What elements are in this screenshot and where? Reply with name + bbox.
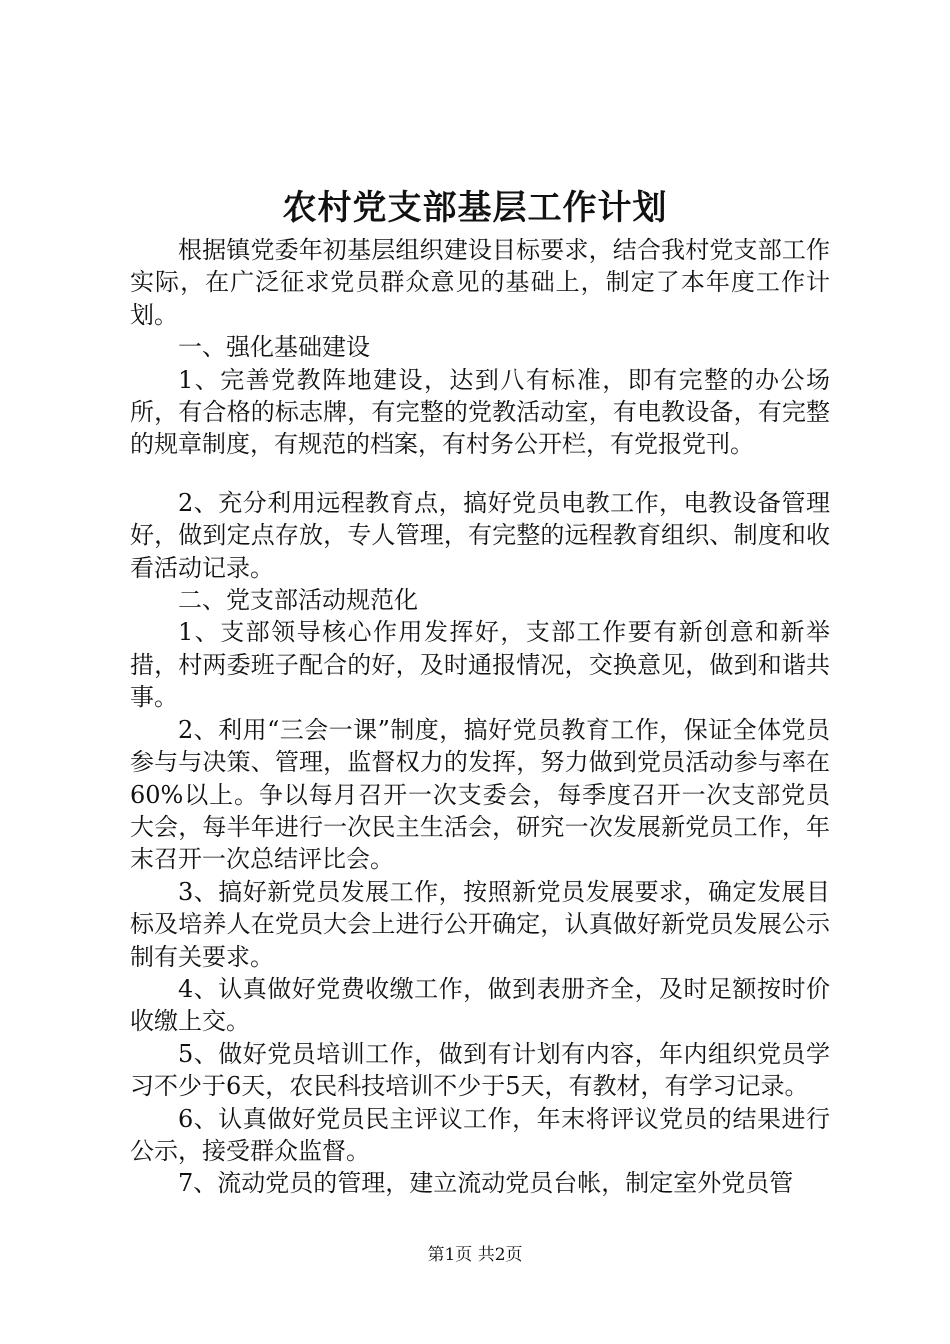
section-2-item-4: 4、认真做好党费收缴工作，做到表册齐全，及时足额按时价收缴上交。 — [130, 974, 830, 1036]
section-2-item-5: 5、做好党员培训工作，做到有计划有内容，年内组织党员学习不少于6天，农民科技培训不少于5天，有教材，有学习记录。 — [130, 1039, 830, 1101]
section-heading-2: 二、党支部活动规范化 — [178, 586, 418, 615]
intro-paragraph: 根据镇党委年初基层组织建设目标要求，结合我村党支部工作实际，在广泛征求党员群众意见的基础上，制定了本年度工作计划。 — [130, 236, 830, 329]
document-title: 农村党支部基层工作计划 — [282, 188, 668, 228]
section-1-item-2: 2、充分利用远程教育点，搞好党员电教工作，电教设备管理好，做到定点存放，专人管理，有完整的远程教育组织、制度和收看活动记录。 — [130, 488, 830, 582]
document-body — [130, 234, 830, 1200]
section-2-item-1: 1、支部领导核心作用发挥好，支部工作要有新创意和新举措，村两委班子配合的好，及时通报情况，交换意见，做到和谐共事。 — [130, 618, 830, 712]
section-1-item-1: 1、完善党教阵地建设，达到八有标准，即有完整的办公场所，有合格的标志牌，有完整的党教活动室，有电教设备，有完整的规章制度，有规范的档案，有村务公开栏，有党报党刊。 — [130, 365, 830, 459]
section-2-item-3: 3、搞好新党员发展工作，按照新党员发展要求，确定发展目标及培养人在党员大会上进行公开确定，认真做好新党员发展公示制有关要求。 — [130, 877, 830, 971]
section-2-item-6: 6、认真做好党员民主评议工作，年末将评议党员的结果进行公示，接受群众监督。 — [130, 1104, 830, 1165]
page-number-footer: 第1页 共2页 — [427, 1245, 523, 1265]
section-2-item-2: 2、利用“三会一课”制度，搞好党员教育工作，保证全体党员参与与决策、管理，监督权力的发挥，努力做到党员活动参与率在60%以上。争以每月召开一次支委会，每季度召开一次支部党员大会，每半年进行一次民主生活会，研究一次发展新党员工作，年末召开一次总结评比会。 — [130, 715, 830, 874]
section-2-item-7: 7、流动党员的管理，建立流动党员台帐，制定室外党员管 — [178, 1169, 794, 1198]
section-heading-1: 一、强化基础建设 — [178, 333, 370, 362]
